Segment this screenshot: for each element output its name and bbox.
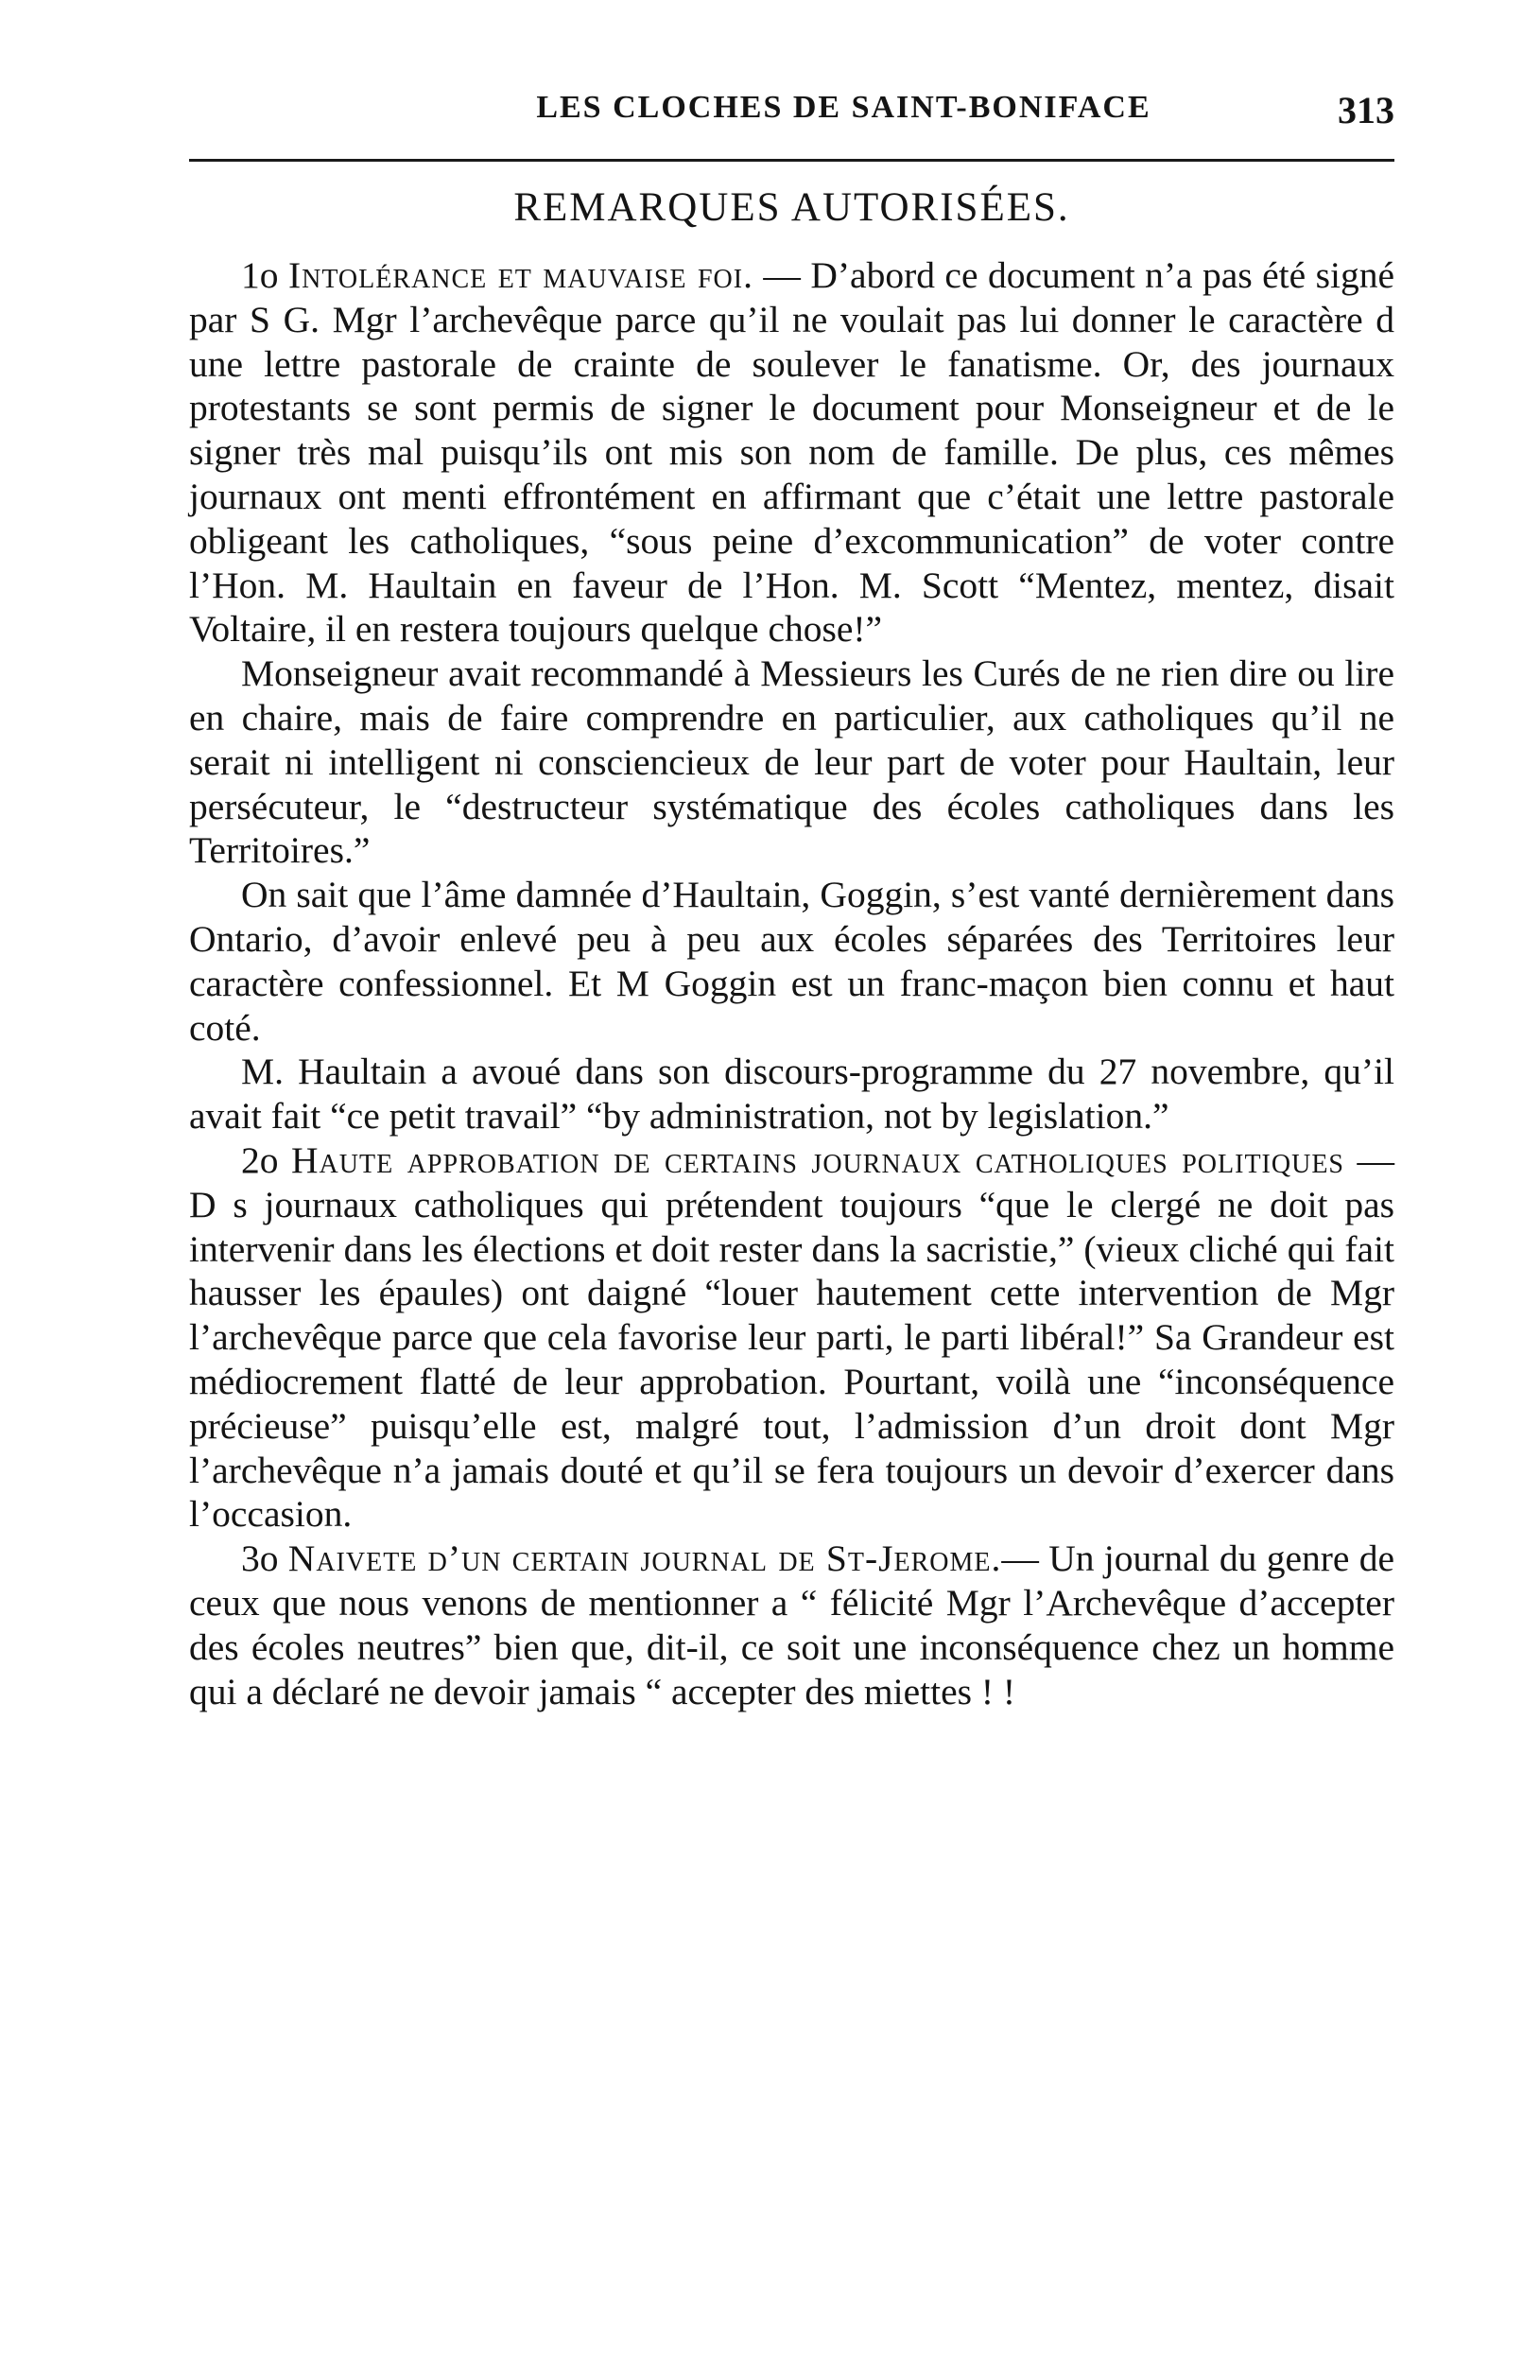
paragraph-heading: Intolérance et mauvaise foi. [287,254,753,296]
paragraph-number: 1o [241,254,279,296]
paragraph-text: — D’abord ce document n’a pas été signé par S G. Mgr l’archevêque parce qu’il ne voulait pas lui donner le caractère d une lettre pastorale de crainte de soulever le fanatisme. Or, des journaux protestants se sont permis de signer le document pour Monseigneur et de le signer très mal puisqu’ils ont mis son nom de famille. De plus, ces mêmes journaux ont menti effrontément en affirmant que c’était une lettre pastorale obligeant les catholiques, “sous peine d’excommunication” de voter contre l’Hon. M. Haultain en faveur de l’Hon. M. Scott “Mentez, mentez, disait Voltaire, il en restera toujours quelque chose!” [189,254,1395,651]
paragraph-3 [189,873,1394,1050]
header-rule [189,159,1394,162]
page-number: 313 [1338,89,1394,131]
paragraph-6 [189,1537,1394,1713]
running-title: LES CLOCHES DE SAINT-BONIFACE [536,90,1151,125]
running-header [189,89,1394,131]
paragraph-heading: Haute approbation de certains journaux catholiques politiques [291,1138,1344,1181]
paragraph-text: M. Haultain a avoué dans son discours-programme du 27 novembre, qu’il avait fait “ce petit travail” “by administration, not by legislation.” [189,1051,1394,1138]
paragraph-text: On sait que l’âme damnée d’Haultain, Goggin, s’est vanté dernièrement dans Ontario, d’avoir enlevé peu à peu aux écoles séparées des Territoires leur caractère confessionnel. Et M Goggin est un franc-maçon bien connu et haut coté. [189,874,1394,1049]
paragraph-2 [189,651,1394,873]
paragraph-1 [189,253,1394,651]
paragraph-4 [189,1050,1394,1138]
paragraph-number: 3o [241,1537,279,1580]
paragraph-text: Monseigneur avait recommandé à Messieurs les Curés de ne rien dire ou lire en chaire, mais de faire comprendre en particulier, aux catholiques qu’il ne serait ni intelligent ni consciencieux de leur part de voter pour Haultain, leur persécuteur, le “destructeur systématique des écoles catholiques dans les Territoires.” [189,652,1394,872]
paragraph-text: — Un journal du genre de ceux que nous venons de mentionner a “ félicité Mgr l’Archevêque d’accepter des écoles neutres” bien que, dit-il, ce soit une inconséquence chez un homme qui a déclaré ne devoir jamais “ accepter des miettes ! ! [189,1537,1394,1712]
paragraph-number: 2o [241,1138,279,1181]
section-title: REMARQUES AUTORISÉES. [513,185,1070,230]
paragraph-text: — D s journaux catholiques qui prétendent toujours “que le clergé ne doit pas intervenir dans les élections et doit rester dans la sacristie,” (vieux cliché qui fait hausser les épaules) ont daigné “louer hautement cette intervention de Mgr l’archevêque parce que cela favorise leur parti, le parti libéral!” Sa Grandeur est médiocrement flatté de leur approbation. Pourtant, voilà une “inconséquence précieuse” puisqu’elle est, malgré tout, l’admission d’un droit dont Mgr l’archevêque n’a jamais douté et qu’il se fera toujours un devoir d’exercer dans l’occasion. [189,1138,1395,1536]
paragraph-5 [189,1138,1394,1537]
body-text [189,253,1394,1713]
paragraph-heading: Naivete d’un certain journal de St-Jerome. [287,1537,1002,1580]
